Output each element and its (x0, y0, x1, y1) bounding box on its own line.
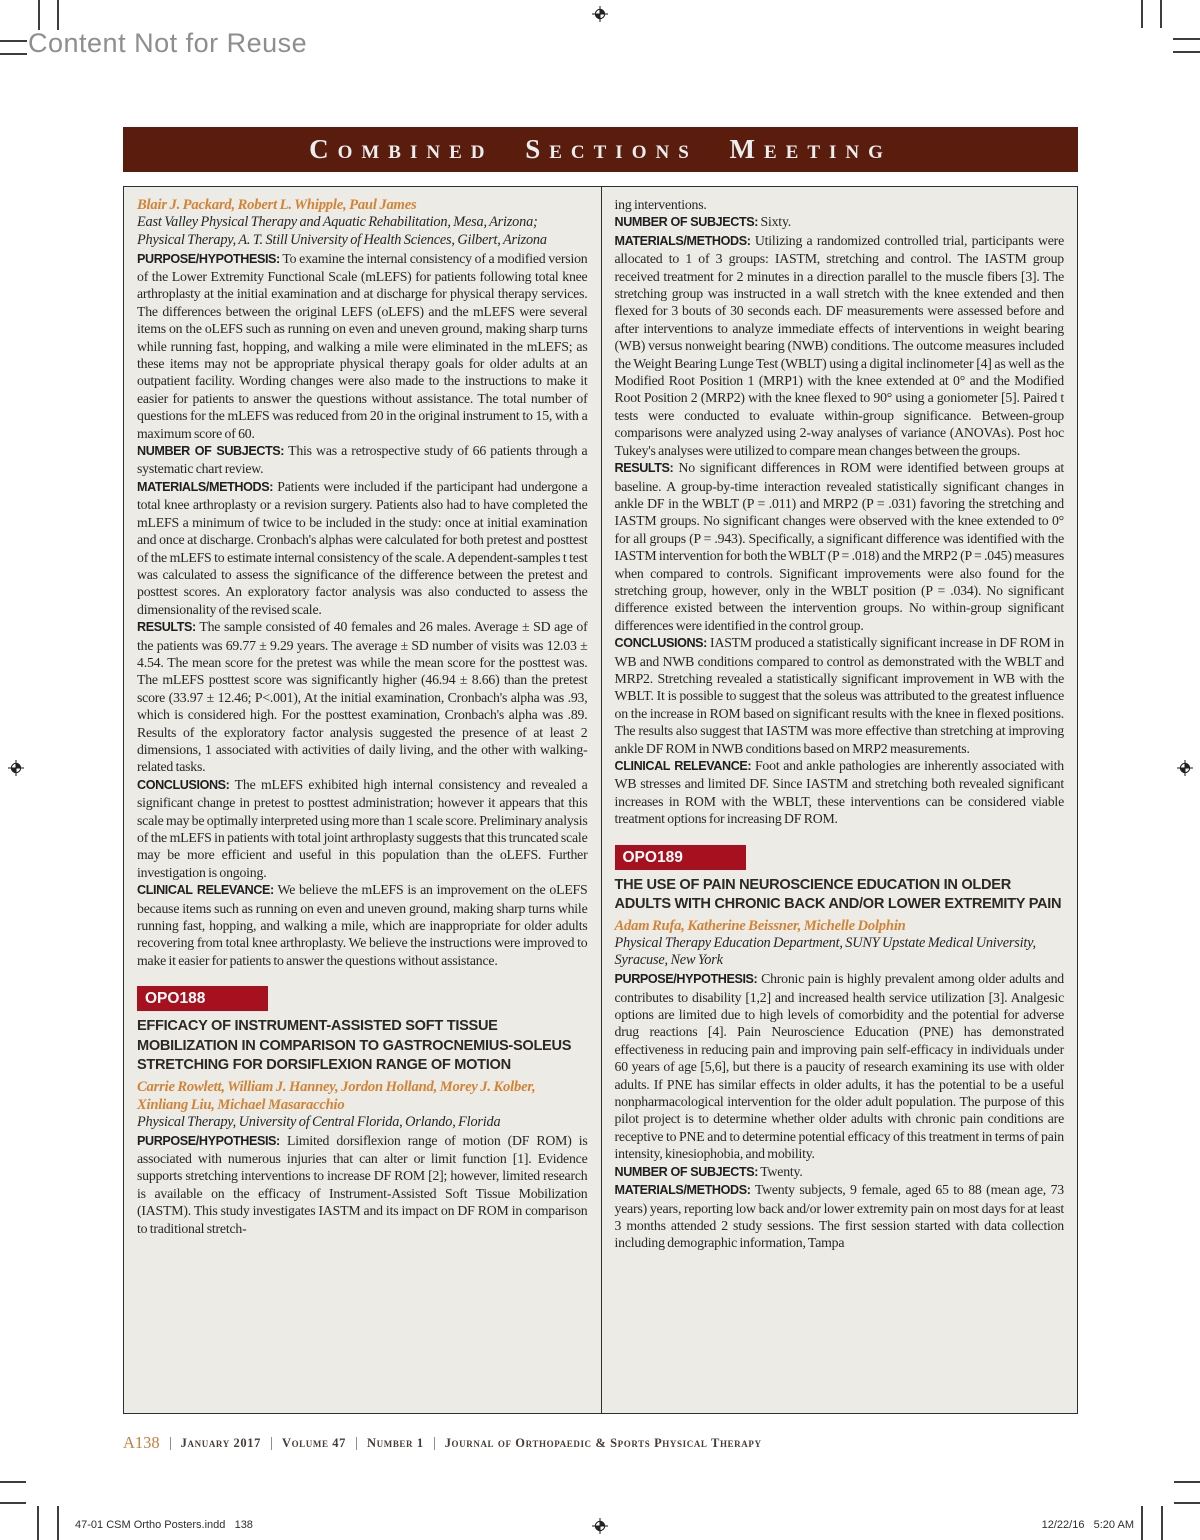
footer-divider (434, 1437, 435, 1450)
authors-line: Blair J. Packard, Robert L. Whipple, Paul James (137, 197, 417, 213)
section-label: CLINICAL RELEVANCE: (614, 759, 752, 773)
right-column (601, 187, 1078, 1413)
section-text: Limited dorsiflexion range of motion (DF ROM) is associated with numerous injuries that can alter or limit function [1]. Evidence supports stretching interventions to increase DF ROM [2]; however, limited research is available on the efficacy of Instrument-Assisted Soft Tissue Mobilization (IASTM). This study investigates IASTM and its impact on DF ROM in comparison to traditional stretch- (137, 1132, 588, 1236)
footer-journal-name: Journal of Orthopaedic & Sports Physical Therapy (444, 1435, 762, 1450)
section-text: No significant differences in ROM were identified between groups at baseline. A group-by-time interaction revealed statistically significant changes in ankle DF in the WBLT (P = .011) and MRP2 (P = .031) favoring the stretching and IASTM groups. No significant changes were observed with the knee extended to 0° for all groups (P = .943). Specifically, a significant difference was identified with the IASTM intervention for both the WBLT (P = .018) and the MRP2 (P = .045) measures when compared to controls. Significant improvements were also found for the stretching group, however, only in the WBLT position (P = .034). No significant difference existed between the intervention groups. No within-group significant differences were identified in the control group. (614, 460, 1064, 633)
crop-mark (1173, 51, 1200, 53)
crop-mark (0, 1502, 26, 1504)
crop-mark (38, 0, 40, 30)
section-label: CONCLUSIONS: (614, 636, 707, 651)
section-label: RESULTS: (614, 461, 674, 476)
registration-mark-icon (8, 760, 24, 776)
abstract-paragraph (615, 1181, 1065, 1252)
abstract-paragraph (615, 757, 1065, 828)
abstract-paragraph (615, 1163, 1065, 1181)
section-text: The sample consisted of 40 females and 26 males. Average ± SD age of the patients was 69.77 ± 9.29 years. The average ± SD number of visits was 12.03 ± 4.54. The mean score for the pretest was while the mean score for the posttest was. The mLEFS posttest score was significantly higher (46.94 ± 8.66) than the pretest score (33.97 ± 12.46; P<.001), At the initial examination, Cronbach's alpha was .93, which is considered high. For the posttest examination, Cronbach's alpha was .89. Results of the exploratory factor analysis suggested the presence of at least 2 dimensions, 1 associated with activities of daily living, and the other with walking-related tasks. (137, 619, 588, 775)
section-label: NUMBER OF SUBJECTS: (137, 444, 285, 459)
watermark-text: Content Not for Reuse (28, 28, 308, 58)
section-label: MATERIALS/METHODS: (614, 1183, 751, 1198)
crop-mark (1161, 1506, 1163, 1540)
banner-title: Combined Sections Meeting (309, 134, 892, 164)
page-number: A138 (123, 1433, 160, 1452)
section-label: NUMBER OF SUBJECTS: (614, 215, 759, 230)
footer-divider (170, 1437, 171, 1450)
abstract-paragraph (137, 478, 588, 618)
crop-mark (0, 40, 27, 42)
print-file-label: 47-01 CSM Ortho Posters.indd 138 (75, 1519, 253, 1531)
section-label: PURPOSE/HYPOTHESIS: (137, 251, 280, 266)
abstract-paragraph (137, 250, 588, 442)
crop-mark (37, 1506, 39, 1540)
abstract-paragraph (615, 459, 1065, 634)
affiliation-line: East Valley Physical Therapy and Aquatic Rehabilitation, Mesa, Arizona; Physical Therapy, A. T. Still University of Health Sciences, Gilbert, Arizona (137, 214, 547, 248)
section-label: NUMBER OF SUBJECTS: (614, 1164, 759, 1179)
section-label: RESULTS: (137, 620, 196, 635)
section-label: PURPOSE/HYPOTHESIS: (614, 972, 758, 987)
crop-mark (0, 1481, 26, 1483)
crop-mark (0, 53, 27, 55)
authors-line: Carrie Rowlett, William J. Hanney, Jordon Holland, Morey J. Kolber, Xinliang Liu, Michael Masaracchio (137, 1078, 536, 1113)
abstract-title: THE USE OF PAIN NEUROSCIENCE EDUCATION IN OLDER ADULTS WITH CHRONIC BACK AND/OR LOWER EXTREMITY PAIN (614, 876, 1062, 913)
section-text: Utilizing a randomized controlled trial, participants were allocated to 1 of 3 groups: IASTM, stretching and control. The IASTM group received treatment for 2 minutes in a direction parallel to the muscle fibers [3]. The stretching group was instructed in a wall stretch with the knee extended and then flexed for 3 bouts of 30 seconds each. DF measurements were assessed before and after interventions to analyze immediate effects of interventions in weight bearing (WB) versus nonweight bearing (NWB) conditions. The outcome measures included the Weight Bearing Lunge Test (WBLT) using a digital inclinometer [4] as well as the Modified Root Position 1 (MRP1) with the knee extended at 0° and the Modified Root Position 2 (MRP2) with the knee flexed to 90° using a goniometer [5]. Paired t tests were conducted to evaluate within-group significance. Between-group comparisons were analyzed using 2-way analyses of variance (ANOVAs). Post hoc Tukey's analyses were utilized to compare mean changes between the groups. (614, 232, 1064, 458)
section-text: To examine the internal consistency of a modified version of the Lower Extremity Functional Scale (mLEFS) for patients following total knee arthroplasty at the initial examination and at discharge for physical therapy services. The differences between the original LEFS (oLEFS) and the mLEFS were several items on the oLEFS such as running on even and uneven ground, making sharp turns while running fast, hopping, and walking a mile were eliminated in the mLEFS; as these items may not be appropriate physical therapy goals for older adults at an outpatient facility. Wording changes were also made to the instructions to make it easier for patients to answer the questions without assistance. The total number of questions for the mLEFS was reduced from 20 in the original instrument to 15, with a maximum score of 60. (137, 250, 588, 441)
left-column (124, 187, 601, 1413)
crop-mark (1160, 0, 1162, 28)
footer-divider (271, 1437, 272, 1450)
section-label: MATERIALS/METHODS: (137, 479, 273, 494)
affiliation-line: Physical Therapy, University of Central Florida, Orlando, Florida (137, 1113, 501, 1130)
abstract-paragraph (615, 634, 1065, 757)
abstract-paragraph (615, 232, 1065, 459)
registration-mark-icon (592, 1518, 608, 1534)
footer-volume: Volume 47 (281, 1435, 346, 1450)
print-timestamp: 12/22/16 5:20 AM (1041, 1519, 1134, 1531)
footer-number: Number 1 (367, 1435, 424, 1450)
section-text: Sixty. (760, 214, 791, 230)
crop-mark (1174, 1481, 1200, 1483)
crop-mark (57, 1506, 59, 1540)
abstract-paragraph (137, 618, 588, 776)
section-text: This was a retrospective study of 66 patients through a systematic chart review. (137, 443, 588, 477)
crop-mark (1173, 38, 1200, 40)
authors-line: Adam Rufa, Katherine Beissner, Michelle Dolphin (614, 917, 906, 934)
registration-mark-icon (592, 6, 608, 22)
section-text: Patients were included if the participant had undergone a total knee arthroplasty or a revision surgery. Patients also had to have completed the mLEFS a minimum of twice to be included in the study: once at initial examination and once at discharge. Cronbach's alphas were calculated for both pretest and posttest of the mLEFS to estimate internal consistency of the scale. A dependent-samples t test was calculated to assess the significance of the difference between the pretest and posttest scores. An exploratory factor analysis was also conducted to assess the dimensionality of the revised scale. (137, 478, 588, 617)
affiliation-line: Physical Therapy Education Department, SUNY Upstate Medical University, Syracuse, New York (614, 934, 1036, 969)
abstract-code-badge: OPO188 (137, 986, 268, 1011)
crop-mark (57, 0, 59, 30)
abstract-title: EFFICACY OF INSTRUMENT-ASSISTED SOFT TISSUE MOBILIZATION IN COMPARISON TO GASTROCNEMIUS-SOLEUS STRETCHING FOR DORSIFLEXION RANGE OF MOTION (137, 1018, 572, 1074)
section-text: We believe the mLEFS is an improvement on the oLEFS because items such as running on even and uneven ground, making sharp turns while running fast, hopping, and walking a mile, which are inappropriate for older adults recovering from total knee arthroplasty. We believe the instructions were improved to make it easier for patients to answer the questions without assistance. (137, 882, 588, 968)
section-label: CONCLUSIONS: (137, 777, 230, 792)
registration-mark-icon (1177, 760, 1193, 776)
abstracts-content-box (123, 186, 1078, 1414)
section-label: MATERIALS/METHODS: (614, 233, 751, 248)
abstract-paragraph (137, 1132, 588, 1237)
section-text: Foot and ankle pathologies are inherently associated with WB stresses and limited DF. Since IASTM and stretching both revealed significant increases in ROM with the WBLT, these interventions can be considered viable treatment options for increasing DF ROM. (614, 758, 1064, 827)
section-label: CLINICAL RELEVANCE: (137, 883, 274, 898)
abstract-paragraph (615, 213, 1065, 231)
crop-mark (1174, 1502, 1200, 1504)
abstract-code-badge: OPO189 (615, 845, 746, 870)
section-text: IASTM produced a statistically significant increase in DF ROM in WB and NWB conditions compared to control as demonstrated with the WBLT and MRP2. Stretching revealed a statistically significant improvement in WB with the WBLT. It is possible to suggest that the soleus was attributed to the greatest influence on the increase in ROM based on significant results with the knee in flexed positions. The results also suggest that IASTM was more effective than stretching at improving ankle DF ROM in NWB conditions based on MRP2 measurements. (614, 635, 1065, 756)
continuation-text: ing interventions. (614, 197, 707, 212)
crop-mark (1141, 0, 1143, 28)
crop-mark (1141, 1506, 1143, 1540)
abstract-paragraph (137, 881, 588, 969)
section-text: Chronic pain is highly prevalent among older adults and contributes to disability [1,2] and increased health service utilization [3]. Analgesic options are limited due to high levels of comorbidity and the potential for adverse drug reactions [4]. Pain Neuroscience Education (PNE) has demonstrated effectiveness in reducing pain and improving pain self-efficacy in individuals under 60 years of age [5,6], but there is a paucity of research examining its use with older adults. If PNE has similar effects in older adults, it has the potential to be a useful nonpharmacological intervention for the older adult population. The purpose of this pilot project is to determine whether older adults with chronic pain conditions are receptive to PNE and to determine potential efficacy of this treatment in terms of pain intensity, kinesiophobia, and mobility. (614, 971, 1064, 1162)
footer-divider (356, 1437, 357, 1450)
section-banner (123, 127, 1078, 172)
page-footer (123, 1433, 1078, 1453)
section-text: The mLEFS exhibited high internal consistency and revealed a significant change in pretest to posttest administration; however it appears that this scale may be optimally interpreted using more than 1 scale score. Preliminary analysis of the mLEFS in patients with total joint arthroplasty suggests that this truncated scale may be more efficient and useful in this population than the oLEFS. Further investigation is ongoing. (137, 776, 588, 880)
section-text: Twenty. (760, 1163, 803, 1179)
section-label: PURPOSE/HYPOTHESIS: (137, 1133, 280, 1148)
abstract-paragraph (137, 442, 588, 478)
section-text: Twenty subjects, 9 female, aged 65 to 88 (mean age, 73 years) years, reporting low back and/or lower extremity pain on most days for at least 3 months attended 2 study sessions. The first session started with data collection including demographic information, Tampa (614, 1182, 1064, 1251)
abstract-paragraph (615, 970, 1065, 1162)
abstract-paragraph (137, 776, 588, 881)
footer-issue-date: January 2017 (180, 1435, 261, 1450)
